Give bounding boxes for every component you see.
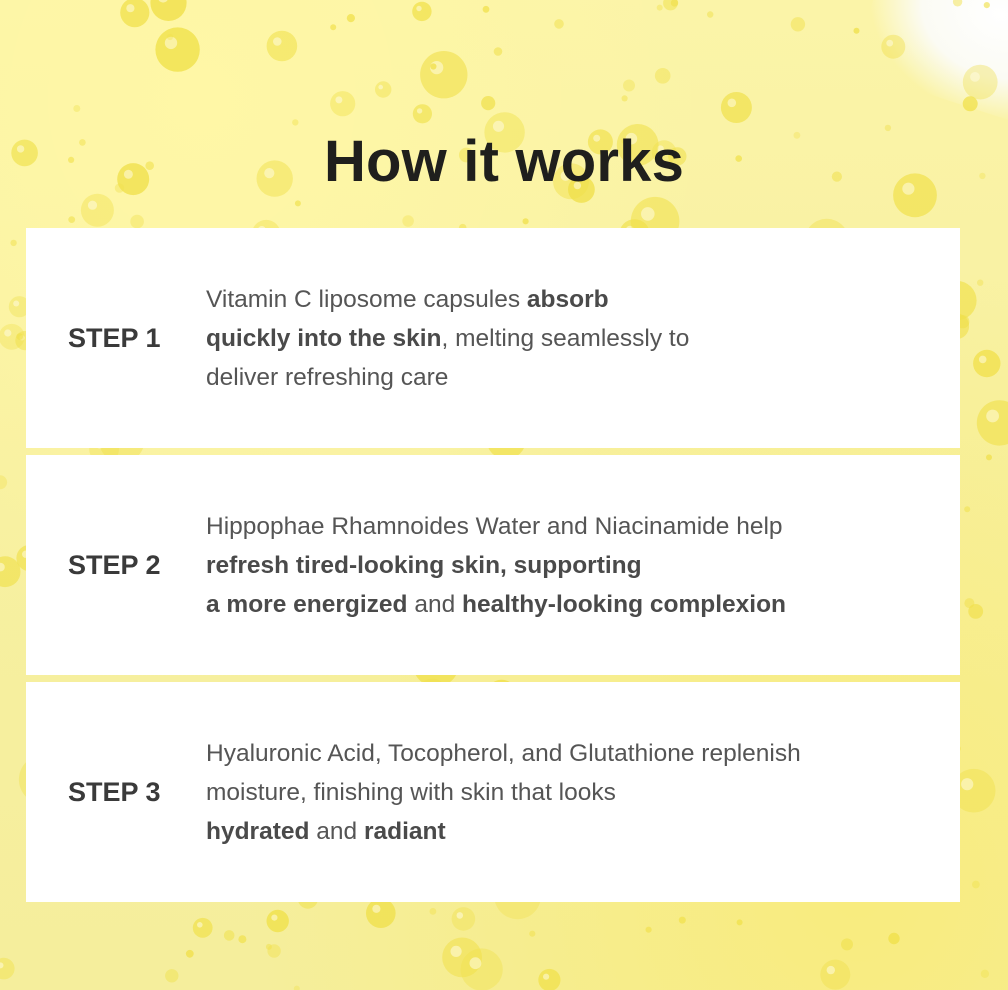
step-description — [206, 507, 786, 624]
bubble-highlight — [457, 912, 464, 919]
bubble — [413, 104, 432, 123]
bubble — [267, 944, 280, 957]
bubble — [267, 910, 289, 932]
bubble — [984, 2, 990, 8]
step-card-3 — [26, 682, 960, 902]
body-text: deliver refreshing care — [206, 363, 449, 391]
step-description — [206, 734, 801, 851]
bubble-highlight — [372, 905, 380, 913]
bubble — [968, 604, 983, 619]
body-text: and — [407, 590, 463, 618]
bubble — [412, 2, 431, 21]
bubble-highlight — [961, 778, 973, 790]
bubble-highlight — [986, 410, 999, 423]
bubble — [953, 0, 962, 6]
bubble — [120, 0, 149, 27]
bubble-highlight — [88, 201, 97, 210]
bubble-highlight — [979, 356, 987, 364]
bubble — [150, 0, 186, 21]
step-label: STEP 1 — [68, 322, 161, 353]
bubble — [623, 80, 635, 92]
highlight-text: healthy-looking complexion — [462, 590, 786, 618]
bubble-highlight — [273, 37, 282, 46]
body-text: moisture, finishing with skin that looks — [206, 778, 616, 806]
bubble — [294, 986, 300, 990]
bubble-highlight — [335, 96, 342, 103]
bubble-highlight — [470, 957, 482, 969]
step-description — [206, 280, 689, 397]
bubble — [888, 933, 899, 944]
highlight-text: refresh tired-looking skin, supporting — [206, 551, 642, 579]
bubble — [721, 92, 752, 123]
step-card-1 — [26, 228, 960, 448]
bubble-highlight — [416, 6, 421, 11]
body-text: Hyaluronic Acid, Tocopherol, and Glutathione replenish — [206, 739, 801, 767]
step-label: STEP 2 — [68, 549, 161, 580]
bubble — [707, 11, 713, 17]
bubble — [737, 919, 743, 925]
description-line — [206, 734, 801, 773]
bubble — [820, 960, 850, 990]
bubble — [130, 215, 144, 229]
bubble — [494, 47, 503, 56]
bubble — [854, 28, 860, 34]
bubble — [81, 194, 114, 227]
bubble — [10, 240, 16, 246]
bubble-highlight — [886, 40, 893, 47]
bubble — [663, 0, 678, 10]
bubble — [165, 969, 178, 982]
description-line — [206, 585, 786, 624]
body-text: Vitamin C liposome capsules — [206, 285, 527, 313]
bubble-highlight — [378, 85, 383, 90]
bubble — [16, 333, 23, 340]
bubble — [679, 917, 686, 924]
bubble-highlight — [13, 301, 19, 307]
bubble — [986, 454, 992, 460]
highlight-text: quickly into the skin — [206, 324, 442, 352]
bubble — [977, 280, 983, 286]
bubble — [267, 31, 298, 62]
bubble-highlight — [126, 4, 134, 12]
bubble — [224, 930, 235, 941]
bubble — [330, 91, 355, 116]
bubble — [622, 95, 628, 101]
bubble — [452, 907, 476, 931]
bubble — [0, 475, 7, 489]
bubble — [483, 6, 490, 13]
bubble — [292, 119, 298, 125]
bubble — [402, 215, 414, 227]
bubble — [655, 68, 671, 84]
bubble — [73, 105, 80, 112]
bubble-highlight — [417, 108, 422, 113]
bubble — [646, 927, 652, 933]
body-text: Hippophae Rhamnoides Water and Niacinamide help — [206, 512, 783, 540]
bubble — [981, 970, 989, 978]
bubble — [529, 931, 535, 937]
description-line — [206, 507, 786, 546]
bubble-highlight — [197, 922, 203, 928]
body-text: and — [309, 817, 364, 845]
bubble — [554, 19, 564, 29]
bubble-highlight — [271, 915, 277, 921]
bubble — [295, 200, 301, 206]
description-line — [206, 358, 689, 397]
page-title: How it works — [323, 129, 685, 194]
bubble — [155, 27, 199, 71]
bubble — [366, 898, 396, 928]
bubble — [430, 63, 436, 69]
highlight-text: a more energized — [206, 590, 408, 618]
bubble — [481, 96, 495, 110]
step-card-2 — [26, 455, 960, 675]
highlight-text: radiant — [363, 817, 446, 845]
bubble — [657, 5, 663, 11]
bubble — [791, 17, 805, 31]
bubble — [963, 96, 978, 111]
description-line — [206, 546, 786, 585]
bubble — [420, 51, 467, 98]
bubble — [375, 81, 391, 97]
bubble — [964, 506, 970, 512]
bubble — [68, 216, 75, 223]
step-label: STEP 3 — [68, 776, 161, 807]
bubble — [330, 24, 336, 30]
description-line — [206, 280, 689, 319]
bubble — [963, 65, 998, 100]
bubble — [167, 34, 173, 40]
bubble — [841, 938, 853, 950]
bubble — [430, 908, 437, 915]
bubble — [538, 969, 560, 990]
highlight-text: absorb — [526, 285, 609, 313]
bubble — [972, 881, 980, 889]
description-line — [206, 319, 689, 358]
bubble — [193, 918, 213, 938]
bubble-highlight — [543, 974, 549, 980]
description-line — [206, 812, 801, 851]
bubble — [973, 350, 1000, 377]
bubble — [881, 35, 905, 59]
bubble — [0, 958, 15, 980]
bubble — [347, 14, 355, 22]
bubble — [186, 950, 194, 958]
bubble-highlight — [641, 207, 655, 221]
bubble-highlight — [4, 329, 11, 336]
body-text: , melting seamlessly to — [441, 324, 690, 352]
bubble-highlight — [970, 72, 980, 82]
highlight-text: hydrated — [206, 817, 310, 845]
bubble-highlight — [451, 946, 462, 957]
bubble-highlight — [827, 966, 835, 974]
description-line — [206, 773, 801, 812]
bubble-highlight — [728, 99, 737, 108]
bubble — [977, 400, 1008, 445]
bubble — [238, 935, 246, 943]
bubble — [523, 218, 529, 224]
bubble — [461, 948, 503, 990]
